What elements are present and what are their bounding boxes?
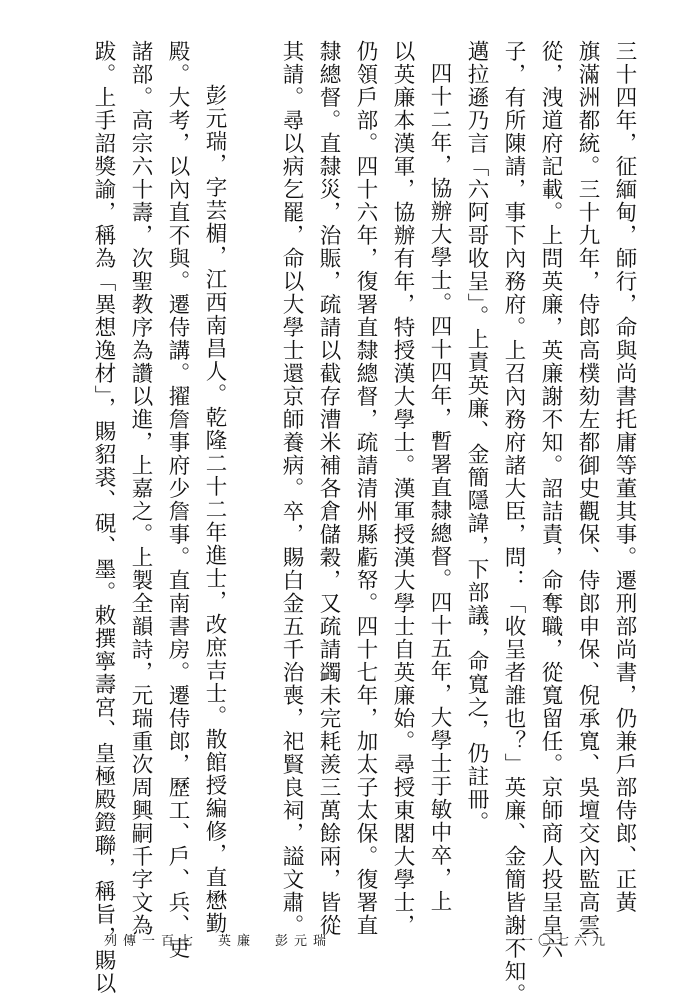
text-column-4: 子，有所陳請，事下內務府。上召內務府諸大臣，問：「收呈者誰也？」英廉、金簡皆謝不知。	[501, 40, 526, 1006]
text-column-6: 四十二年，協辦大學士。四十四年，暫署直隸總督。四十五年，大學士于敏中卒，上	[427, 62, 452, 913]
text-column-11: 彭元瑞，字芸楣，江西南昌人。乾隆二十二年進士，改庶吉士。散館授編修，直懋勤	[202, 84, 227, 935]
text-column-9: 隸總督。直隸災，治賑，疏請以截存漕米補各倉儲穀，又疏請蠲未完耗羨三萬餘兩，皆從	[316, 40, 341, 937]
text-column-1: 三十四年，征緬甸，師行，命與尚書托庸等董其事。遷刑部尚書，仍兼戶部侍郎、正黃	[612, 40, 637, 914]
text-column-12: 殿。大考，以內直不與。遷侍講。擢詹事府少詹事。直南書房。遷侍郎，歷工、戶、兵、吏	[165, 40, 190, 960]
text-column-10: 其請。尋以病乞罷，命以大學士還京師養病。卒，賜白金五千治喪，祀賢良祠，謚文肅。	[279, 40, 304, 937]
text-column-8: 仍領戶部。四十六年，復署直隸總督，疏請清州縣虧帑。四十七年，加太子太保。復署直	[353, 40, 378, 937]
text-column-5: 邁拉遜乃言「六阿哥收呈」。上責英廉、金簡隱諱，下部議，命寬之，仍註冊。	[464, 40, 489, 835]
text-column-2: 旗滿洲都統。三十九年，侍郎高樸劾左都御史觀保、侍郎申保、倪承寬、吳壇交內監高雲	[575, 40, 600, 937]
text-column-14: 跋。上手詔獎諭，稱為「異想逸材」，賜貂裘、硯、墨。敕撰寧壽宮、皇極殿鐙聯，稱旨，賜以	[91, 40, 116, 996]
text-column-13: 諸部。高宗六十壽，次聖教序為讚以進，上嘉之。上製全韻詩，元瑞重次周興嗣千字文為	[128, 40, 153, 937]
page-number: 一〇七六九	[520, 934, 611, 949]
text-column-3: 從，洩道府記載。上問英廉，英廉謝不知。詔詰責，命奪職，從寬留任。京師商人投呈皇六	[538, 40, 563, 960]
text-column-7: 以英廉本漢軍，協辦有年，特授漢大學士。漢軍授漢大學士自英廉始。尋授東閣大學士，	[390, 40, 415, 937]
running-head: 列傳一百七 英廉 彭元瑞	[104, 934, 333, 949]
